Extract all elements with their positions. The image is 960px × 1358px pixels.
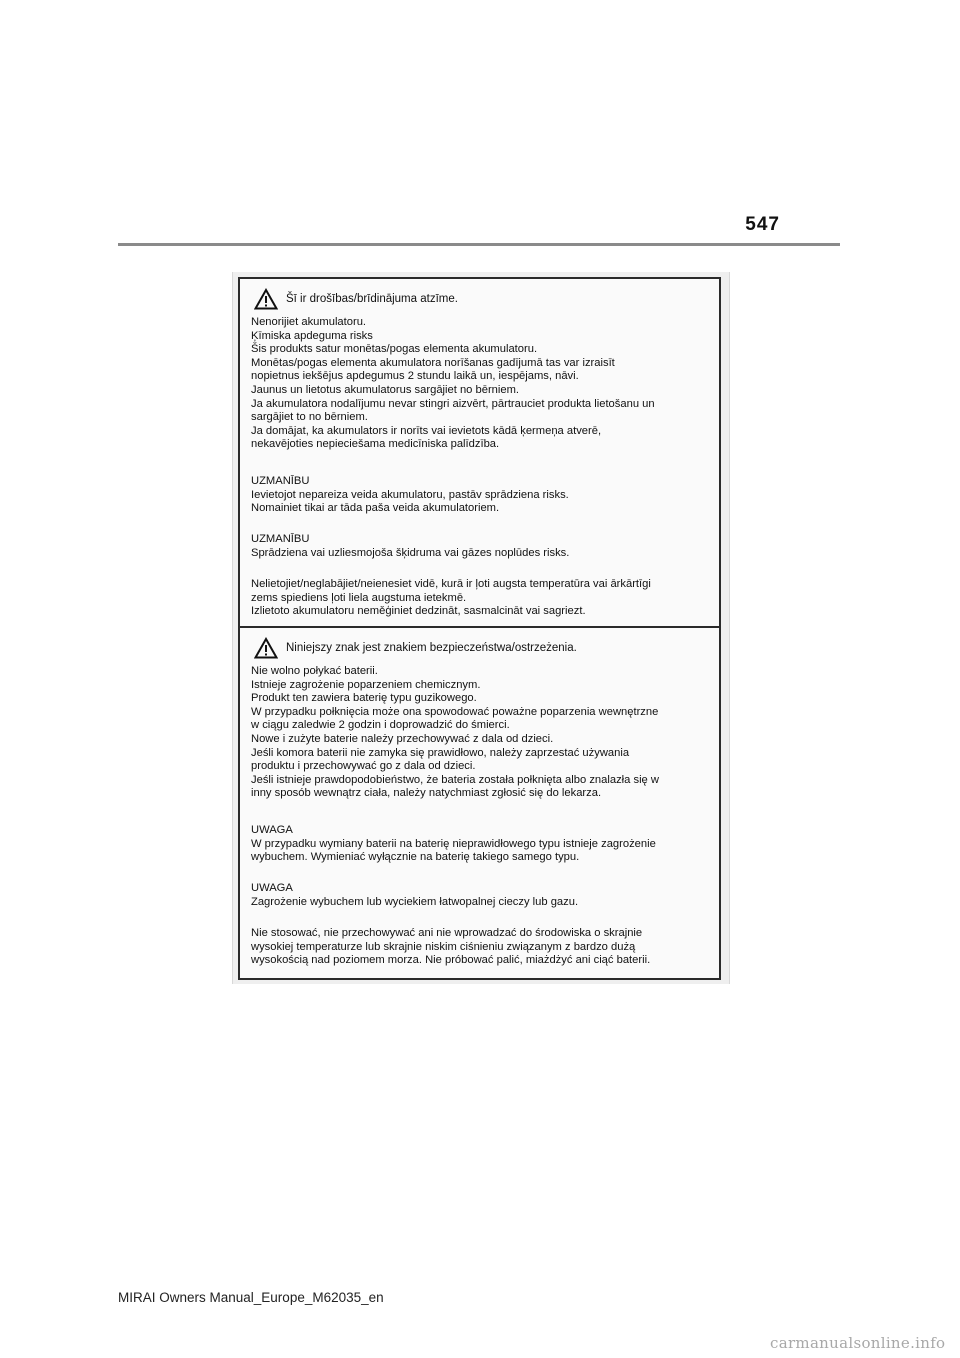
- polish-paragraph-1: [251, 665, 717, 801]
- polish-paragraph-2: [251, 824, 717, 865]
- text-line: Monētas/pogas elementa akumulatora norīšanas gadījumā tas var izraisīt: [251, 356, 615, 369]
- text-line: Jeśli istnieje prawdopodobieństwo, że bateria została połknięta albo znalazła się w: [251, 773, 659, 786]
- text-line: Nie stosować, nie przechowywać ani nie wprowadzać do środowiska o skrajnie: [251, 927, 643, 939]
- text-line: Šis produkts satur monētas/pogas elementa akumulatoru.: [251, 343, 538, 356]
- text-line: Ja domājat, ka akumulators ir norīts vai ievietots kādā ķermeņa atverē,: [251, 424, 602, 437]
- text-line: Zagrożenie wybuchem lub wyciekiem łatwopalnej cieczy lub gazu.: [251, 895, 579, 908]
- polish-warning-heading: [254, 635, 577, 661]
- text-line: wysokiej temperaturze lub skrajnie niskim ciśnieniu związanym z bardzo dużą: [251, 940, 636, 953]
- caution-title: UWAGA: [251, 824, 293, 836]
- text-line: Nomainiet tikai ar tāda paša veida akumulatoriem.: [251, 502, 500, 515]
- text-line: sargājiet to no bērniem.: [251, 411, 368, 424]
- text-line: inny sposób wewnątrz ciała, należy natychmiast zgłosić się do lekarza.: [251, 787, 602, 800]
- warning-triangle-icon: [254, 637, 278, 659]
- text-line: Istnieje zagrożenie poparzeniem chemicznym.: [251, 678, 481, 691]
- text-line: W przypadku wymiany baterii na baterię nieprawidłowego typu istnieje zagrożenie: [251, 837, 656, 850]
- watermark: carmanualsonline.info: [770, 1334, 946, 1352]
- manual-footer: MIRAI Owners Manual_Europe_M62035_en: [118, 1290, 384, 1305]
- header-divider: [118, 243, 840, 246]
- text-line: w ciągu zaledwie 2 godzin i doprowadzić do śmierci.: [251, 719, 510, 732]
- text-line: Nenorijiet akumulatoru.: [251, 316, 367, 328]
- caution-title: UZMANĪBU: [251, 533, 310, 545]
- latvian-warning-section: [238, 277, 721, 628]
- polish-paragraph-4: [251, 927, 717, 968]
- latvian-heading-text: Šī ir drošības/brīdinājuma atzīme.: [286, 293, 458, 305]
- latvian-warning-heading: [254, 286, 458, 312]
- text-line: nopietnus iekšējus apdegumus 2 stundu laikā un, iespējams, nāvi.: [251, 370, 579, 383]
- latvian-paragraph-3: [251, 533, 717, 560]
- text-line: Ja akumulatora nodalījumu nevar stingri aizvērt, pārtrauciet produkta lietošanu un: [251, 397, 655, 410]
- text-line: Nowe i zużyte baterie należy przechowywać z dala od dzieci.: [251, 732, 554, 745]
- text-line: Ķīmiska apdeguma risks: [251, 329, 373, 342]
- text-line: Sprādziena vai uzliesmojoša šķidruma vai gāzes noplūdes risks.: [251, 546, 570, 559]
- polish-paragraph-3: [251, 882, 717, 909]
- text-line: Produkt ten zawiera baterię typu guzikowego.: [251, 692, 477, 705]
- text-line: Jeśli komora baterii nie zamyka się prawidłowo, należy zaprzestać używania: [251, 746, 630, 759]
- text-line: wysokością nad poziomem morza. Nie próbować palić, miażdżyć ani ciąć baterii.: [251, 954, 651, 967]
- latvian-paragraph-4: [251, 578, 717, 619]
- page-number: 547: [745, 214, 780, 235]
- text-line: Izlietoto akumulatoru neměģiniet dedzināt, sasmalcināt vai sagriezt.: [251, 605, 586, 618]
- polish-warning-section: [238, 628, 721, 980]
- text-line: Nelietojiet/neglabājiet/neienesiet vidē, kurā ir ļoti augsta temperatūra vai ārkārtīgi: [251, 578, 651, 590]
- caution-title: UWAGA: [251, 882, 293, 894]
- text-line: Jaunus un lietotus akumulatorus sargājiet no bērniem.: [251, 383, 520, 396]
- text-line: Ievietojot nepareiza veida akumulatoru, pastāv sprādziena risks.: [251, 488, 569, 501]
- text-line: zems spiediens ļoti liela augstuma ietekmē.: [251, 591, 467, 604]
- caution-title: UZMANĪBU: [251, 475, 310, 487]
- latvian-paragraph-2: [251, 475, 717, 516]
- text-line: Nie wolno połykać baterii.: [251, 665, 378, 677]
- polish-heading-text: Niniejszy znak jest znakiem bezpieczeństwa/ostrzeżenia.: [286, 642, 577, 654]
- text-line: W przypadku połknięcia może ona spowodować poważne poparzenia wewnętrzne: [251, 705, 659, 718]
- text-line: nekavējoties nepieciešama medicīniska palīdzība.: [251, 438, 500, 451]
- text-line: wybuchem. Wymieniać wyłącznie na baterię takiego samego typu.: [251, 851, 580, 864]
- latvian-paragraph-1: [251, 316, 717, 452]
- text-line: produktu i przechowywać go z dala od dzieci.: [251, 760, 476, 773]
- warning-triangle-icon: [254, 288, 278, 310]
